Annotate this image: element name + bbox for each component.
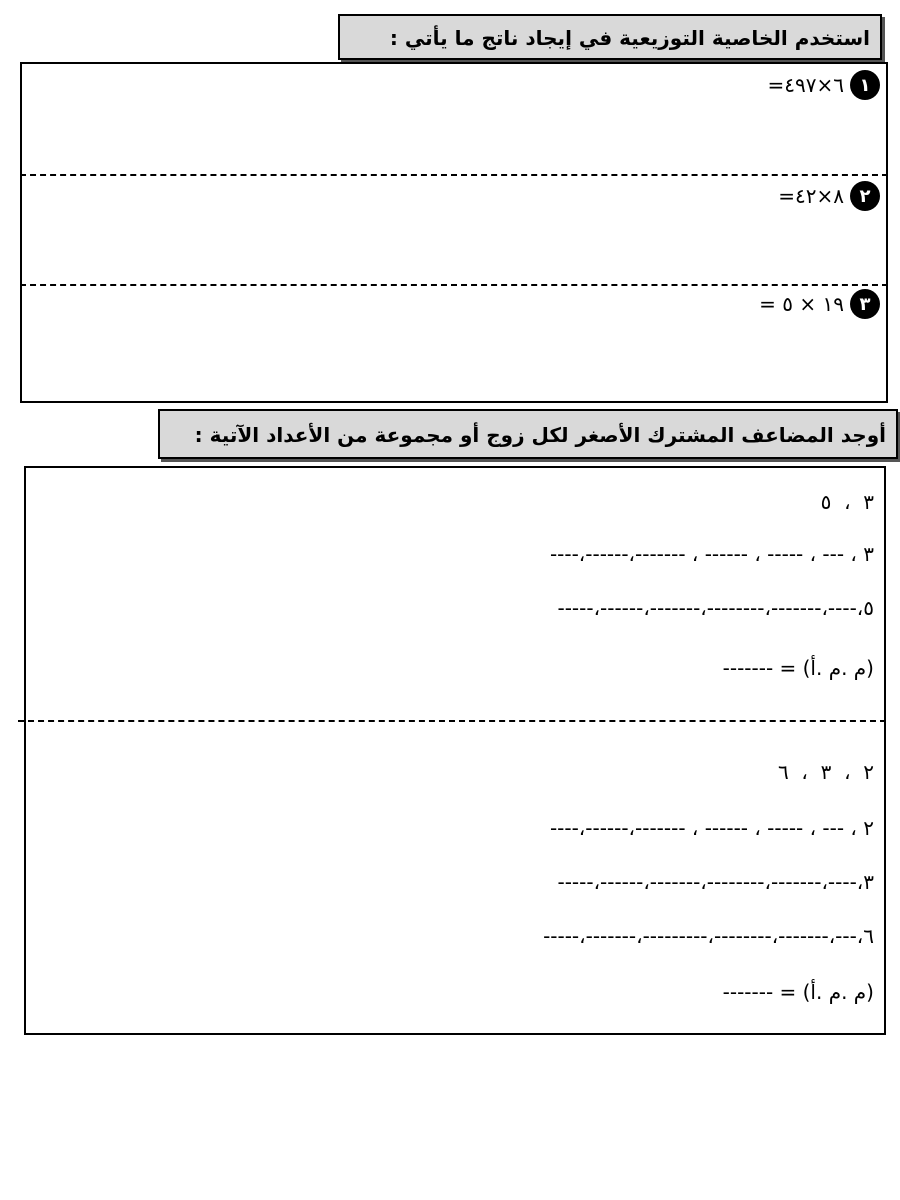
group1-multiples-row: ٣ ، --- ، ----- ، ------ ، -------،------،---- [549,542,874,566]
question-2 [778,181,880,211]
group1-numbers: ٣ ، ٥ [820,490,874,514]
question-number-badge: ٣ [850,289,880,319]
divider [20,174,888,176]
section1-title: استخدم الخاصية التوزيعية في إيجاد ناتج ما يأتي : [338,14,882,60]
group2-multiples-row: ٦،---،-------،--------،---------،-------،----- [543,924,874,948]
group1-lcm-answer: (م .م .أ) = ------- [722,656,874,680]
divider [18,720,886,722]
question-number-badge: ٢ [850,181,880,211]
question-expression: =٨×٤٢ [778,184,844,208]
question-number-badge: ١ [850,70,880,100]
section2-title: أوجد المضاعف المشترك الأصغر لكل زوج أو مجموعة من الأعداد الآتية : [158,409,898,459]
question-expression: =٦×٤٩٧ [767,73,844,97]
question-3 [759,289,880,319]
question-expression: = ١٩ × ٥ [759,292,844,316]
group1-multiples-row: ٥،----،-------،--------،-------،------،----- [557,596,874,620]
group2-numbers: ٢ ، ٣ ، ٦ [777,760,874,784]
question-1 [767,70,880,100]
group2-multiples-row: ٢ ، --- ، ----- ، ------ ، -------،------،---- [549,816,874,840]
group2-lcm-answer: (م .م .أ) = ------- [722,980,874,1004]
section1-frame [20,62,888,403]
group2-multiples-row: ٣،----،-------،--------،-------،------،----- [557,870,874,894]
divider [20,284,888,286]
